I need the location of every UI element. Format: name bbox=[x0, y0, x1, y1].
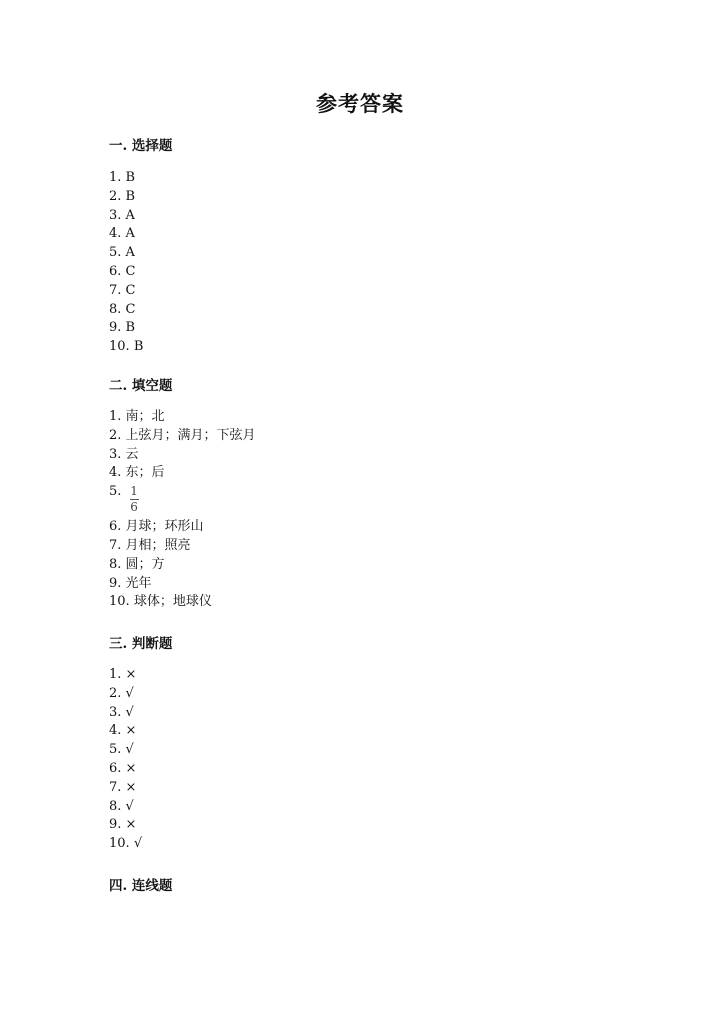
list-item bbox=[109, 593, 256, 612]
item-number: 7. bbox=[109, 282, 122, 298]
item-number: 6. bbox=[109, 760, 122, 776]
item-answer: 光年 bbox=[125, 575, 152, 591]
item-number: 8. bbox=[109, 556, 122, 572]
section-heading-fill-blank: 二. 填空题 bbox=[109, 378, 173, 394]
list-item bbox=[109, 741, 142, 760]
item-number: 1. bbox=[109, 170, 122, 185]
item-answer: 月球；环形山 bbox=[125, 519, 204, 535]
item-number: 10. bbox=[109, 339, 130, 355]
section-heading-matching: 四. 连线题 bbox=[109, 878, 173, 894]
list-item bbox=[109, 779, 142, 798]
answer-list-fill-blank bbox=[109, 408, 256, 612]
list-item bbox=[109, 575, 256, 594]
item-answer: √ bbox=[125, 742, 134, 758]
list-item bbox=[109, 483, 256, 518]
list-item bbox=[109, 685, 142, 704]
item-answer: 月相；照亮 bbox=[125, 537, 191, 553]
item-number: 1. bbox=[109, 409, 122, 424]
list-item bbox=[109, 666, 142, 685]
item-answer: × bbox=[125, 760, 137, 776]
item-number: 2. bbox=[109, 427, 122, 443]
item-number: 6. bbox=[109, 263, 122, 279]
item-number: 7. bbox=[109, 537, 122, 553]
list-item bbox=[109, 537, 256, 556]
item-number: 6. bbox=[109, 519, 122, 535]
list-item bbox=[109, 263, 143, 282]
list-item bbox=[109, 835, 142, 854]
item-answer: × bbox=[125, 779, 137, 795]
list-item bbox=[109, 225, 143, 244]
item-answer: × bbox=[125, 723, 137, 739]
item-number: 3. bbox=[109, 704, 122, 720]
list-item bbox=[109, 244, 143, 263]
list-item bbox=[109, 446, 256, 465]
list-item bbox=[109, 556, 256, 575]
list-item bbox=[109, 816, 142, 835]
item-answer: √ bbox=[133, 836, 143, 852]
list-item bbox=[109, 427, 256, 446]
item-answer: C bbox=[125, 282, 136, 298]
item-answer: √ bbox=[125, 704, 134, 720]
item-number: 8. bbox=[109, 798, 122, 814]
answer-list-true-false bbox=[109, 666, 142, 854]
item-number: 7. bbox=[109, 779, 122, 795]
list-item bbox=[109, 301, 143, 320]
list-item bbox=[109, 282, 143, 301]
list-item bbox=[109, 207, 143, 226]
item-number: 9. bbox=[109, 575, 122, 591]
fraction-denominator: 6 bbox=[130, 500, 138, 515]
item-answer: B bbox=[133, 339, 144, 355]
item-answer: A bbox=[125, 207, 135, 223]
item-number: 5. bbox=[109, 484, 122, 500]
item-answer: √ bbox=[125, 685, 134, 701]
list-item bbox=[109, 464, 256, 483]
item-answer: 云 bbox=[125, 446, 139, 462]
fraction-numerator: 1 bbox=[130, 484, 138, 499]
item-answer: C bbox=[125, 263, 136, 279]
item-answer: A bbox=[125, 226, 135, 242]
section-heading-true-false: 三. 判断题 bbox=[109, 636, 173, 652]
item-answer: 圆；方 bbox=[125, 556, 165, 572]
item-answer: C bbox=[125, 301, 136, 317]
item-answer: 南；北 bbox=[125, 409, 165, 424]
fraction-answer bbox=[130, 485, 139, 514]
section-heading-choice: 一. 选择题 bbox=[109, 138, 173, 154]
item-number: 2. bbox=[109, 188, 122, 204]
list-item bbox=[109, 518, 256, 537]
item-number: 8. bbox=[109, 301, 122, 317]
item-answer: B bbox=[125, 320, 136, 336]
item-number: 3. bbox=[109, 446, 122, 462]
item-answer: B bbox=[125, 170, 136, 185]
item-number: 5. bbox=[109, 245, 122, 261]
item-answer: 东；后 bbox=[125, 465, 165, 481]
item-answer: × bbox=[125, 817, 137, 833]
item-number: 10. bbox=[109, 836, 130, 852]
list-item bbox=[109, 760, 142, 779]
item-number: 3. bbox=[109, 207, 122, 223]
item-number: 5. bbox=[109, 742, 122, 758]
item-answer: 上弦月；满月；下弦月 bbox=[125, 427, 256, 443]
list-item bbox=[109, 338, 143, 357]
list-item bbox=[109, 722, 142, 741]
list-item bbox=[109, 408, 256, 427]
item-number: 4. bbox=[109, 465, 122, 481]
item-number: 9. bbox=[109, 320, 122, 336]
item-number: 4. bbox=[109, 226, 122, 242]
list-item bbox=[109, 188, 143, 207]
item-answer: A bbox=[125, 245, 135, 261]
page-title: 参考答案 bbox=[316, 91, 404, 116]
item-number: 10. bbox=[109, 594, 130, 610]
item-answer: 球体；地球仪 bbox=[133, 594, 212, 610]
list-item bbox=[109, 798, 142, 817]
item-number: 4. bbox=[109, 723, 122, 739]
item-number: 1. bbox=[109, 667, 122, 682]
item-number: 9. bbox=[109, 817, 122, 833]
item-answer: × bbox=[125, 667, 137, 682]
list-item bbox=[109, 319, 143, 338]
list-item bbox=[109, 169, 143, 188]
item-answer: B bbox=[125, 188, 136, 204]
list-item bbox=[109, 704, 142, 723]
answer-list-choice bbox=[109, 169, 143, 357]
item-number: 2. bbox=[109, 685, 122, 701]
item-answer: √ bbox=[125, 798, 134, 814]
